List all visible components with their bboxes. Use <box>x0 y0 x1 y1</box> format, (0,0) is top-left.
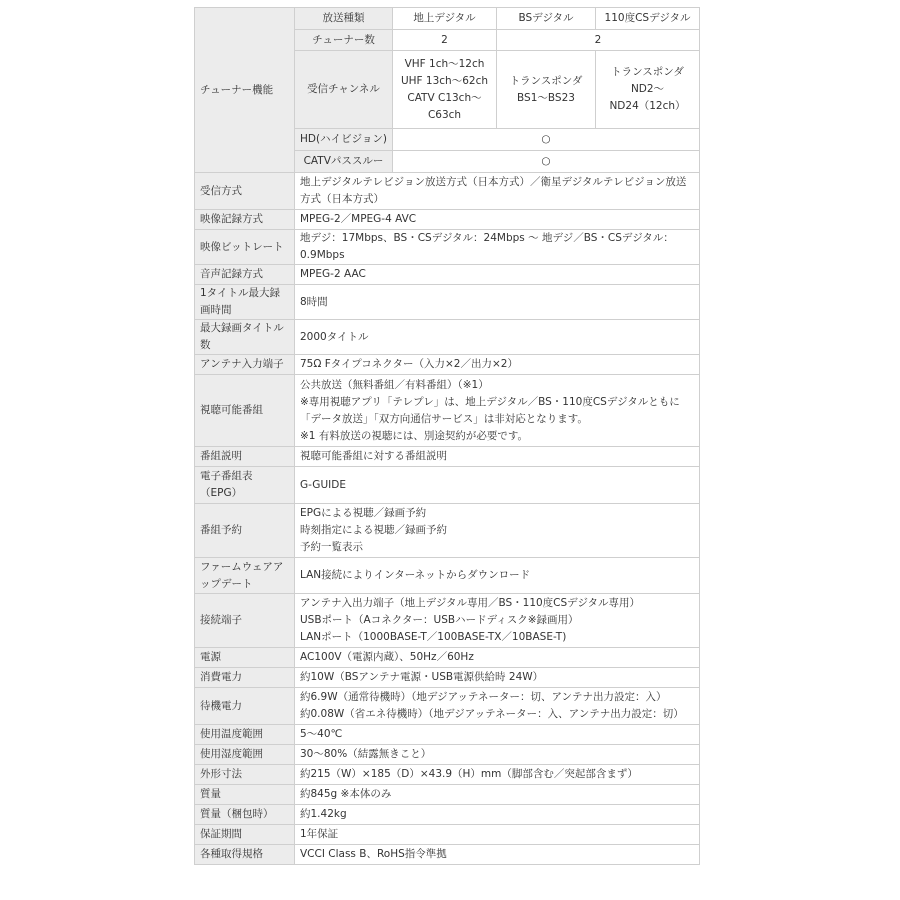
row-label: 電子番組表（EPG） <box>195 467 295 504</box>
row-label: 電源 <box>195 648 295 668</box>
table-row <box>195 668 700 688</box>
row-value: 約1.42kg <box>295 805 700 825</box>
table-row <box>195 558 700 594</box>
catv-value: ○ <box>393 151 700 173</box>
table-row <box>195 467 700 504</box>
broadcast-type-label: 放送種類 <box>295 8 393 30</box>
table-row <box>195 173 700 210</box>
row-label: 使用湿度範囲 <box>195 745 295 765</box>
table-row <box>195 648 700 668</box>
row-label: 最大録画タイトル数 <box>195 320 295 355</box>
row-value: 75Ω Fタイプコネクター（入力×2／出力×2） <box>295 355 700 375</box>
channels-label: 受信チャンネル <box>295 51 393 129</box>
row-label: 受信方式 <box>195 173 295 210</box>
row-value: AC100V（電源内蔵）、50Hz／60Hz <box>295 648 700 668</box>
tuner-count-terrestrial: 2 <box>393 30 497 51</box>
row-value: MPEG-2／MPEG-4 AVC <box>295 210 700 230</box>
row-value: 公共放送（無料番組／有料番組）（※1） ※専用視聴アプリ「テレプレ」は、地上デジタル／BS・110度CSデジタルともに「データ放送」「双方向通信サービス」は非対応となります。 ※1 有料放送の視聴には、別途契約が必要です。 <box>295 375 700 447</box>
row-value: アンテナ入出力端子（地上デジタル専用／BS・110度CSデジタル専用） USBポート（Aコネクター：USBハードディスク※録画用） LANポート（1000BASE-T／100BASE-TX／10BASE-T) <box>295 594 700 648</box>
row-label: 映像記録方式 <box>195 210 295 230</box>
row-value: MPEG-2 AAC <box>295 265 700 285</box>
tuner-count-label: チューナー数 <box>295 30 393 51</box>
table-row <box>195 825 700 845</box>
row-label: ファームウェアアップデート <box>195 558 295 594</box>
table-row <box>195 355 700 375</box>
row-value: G-GUIDE <box>295 467 700 504</box>
row-label: 外形寸法 <box>195 765 295 785</box>
row-value: 地上デジタルテレビジョン放送方式（日本方式）／衛星デジタルテレビジョン放送方式（日本方式） <box>295 173 700 210</box>
table-row <box>195 765 700 785</box>
table-row <box>195 805 700 825</box>
row-label: 視聴可能番組 <box>195 375 295 447</box>
row-label: 音声記録方式 <box>195 265 295 285</box>
row-label: 質量 <box>195 785 295 805</box>
row-value: LAN接続によりインターネットからダウンロード <box>295 558 700 594</box>
table-row <box>195 230 700 265</box>
channels-bs: トランスポンダ BS1～BS23 <box>497 51 596 129</box>
broadcast-terrestrial: 地上デジタル <box>393 8 497 30</box>
row-label: 映像ビットレート <box>195 230 295 265</box>
row-value: 30～80%（結露無きこと） <box>295 745 700 765</box>
table-row <box>195 688 700 725</box>
table-row <box>195 845 700 865</box>
table-row <box>195 785 700 805</box>
table-row <box>195 375 700 447</box>
row-label: 番組説明 <box>195 447 295 467</box>
row-label: 消費電力 <box>195 668 295 688</box>
row-value: EPGによる視聴／録画予約 時刻指定による視聴／録画予約 予約一覧表示 <box>295 504 700 558</box>
table-row <box>195 285 700 320</box>
row-label: アンテナ入力端子 <box>195 355 295 375</box>
tuner-count-satellite: 2 <box>497 30 700 51</box>
hd-value: ○ <box>393 129 700 151</box>
row-label: 質量（梱包時） <box>195 805 295 825</box>
row-value: 5～40℃ <box>295 725 700 745</box>
table-row <box>195 210 700 230</box>
spec-table <box>194 7 700 865</box>
row-value: 視聴可能番組に対する番組説明 <box>295 447 700 467</box>
row-value: 約845g ※本体のみ <box>295 785 700 805</box>
row-label: 番組予約 <box>195 504 295 558</box>
table-row <box>195 594 700 648</box>
row-value: 約6.9W（通常待機時）（地デジアッテネーター：切、アンテナ出力設定：入） 約0.08W（省エネ待機時）（地デジアッテネーター：入、アンテナ出力設定：切） <box>295 688 700 725</box>
row-label: 使用温度範囲 <box>195 725 295 745</box>
table-row <box>195 745 700 765</box>
row-value: 1年保証 <box>295 825 700 845</box>
broadcast-bs: BSデジタル <box>497 8 596 30</box>
table-row <box>195 504 700 558</box>
broadcast-cs: 110度CSデジタル <box>596 8 700 30</box>
table-row <box>195 447 700 467</box>
row-value: 8時間 <box>295 285 700 320</box>
hd-label: HD(ハイビジョン) <box>295 129 393 151</box>
row-label: 待機電力 <box>195 688 295 725</box>
row-value: 約215（W）×185（D）×43.9（H）mm（脚部含む／突起部含まず） <box>295 765 700 785</box>
table-row <box>195 8 700 30</box>
row-value: VCCI Class B、RoHS指令準拠 <box>295 845 700 865</box>
channels-terrestrial: VHF 1ch～12ch UHF 13ch～62ch CATV C13ch～ C63ch <box>393 51 497 129</box>
row-label: 保証期間 <box>195 825 295 845</box>
row-label-tuner: チューナー機能 <box>195 8 295 173</box>
table-row <box>195 265 700 285</box>
table-row <box>195 320 700 355</box>
row-label: 1タイトル最大録画時間 <box>195 285 295 320</box>
channels-cs: トランスポンダ ND2～ ND24（12ch） <box>596 51 700 129</box>
row-label: 各種取得規格 <box>195 845 295 865</box>
catv-label: CATVパススルー <box>295 151 393 173</box>
row-value: 地デジ：17Mbps、BS・CSデジタル：24Mbps ～ 地デジ／BS・CSデジタル：0.9Mbps <box>295 230 700 265</box>
row-value: 2000タイトル <box>295 320 700 355</box>
row-value: 約10W（BSアンテナ電源・USB電源供給時 24W） <box>295 668 700 688</box>
row-label: 接続端子 <box>195 594 295 648</box>
table-row <box>195 725 700 745</box>
